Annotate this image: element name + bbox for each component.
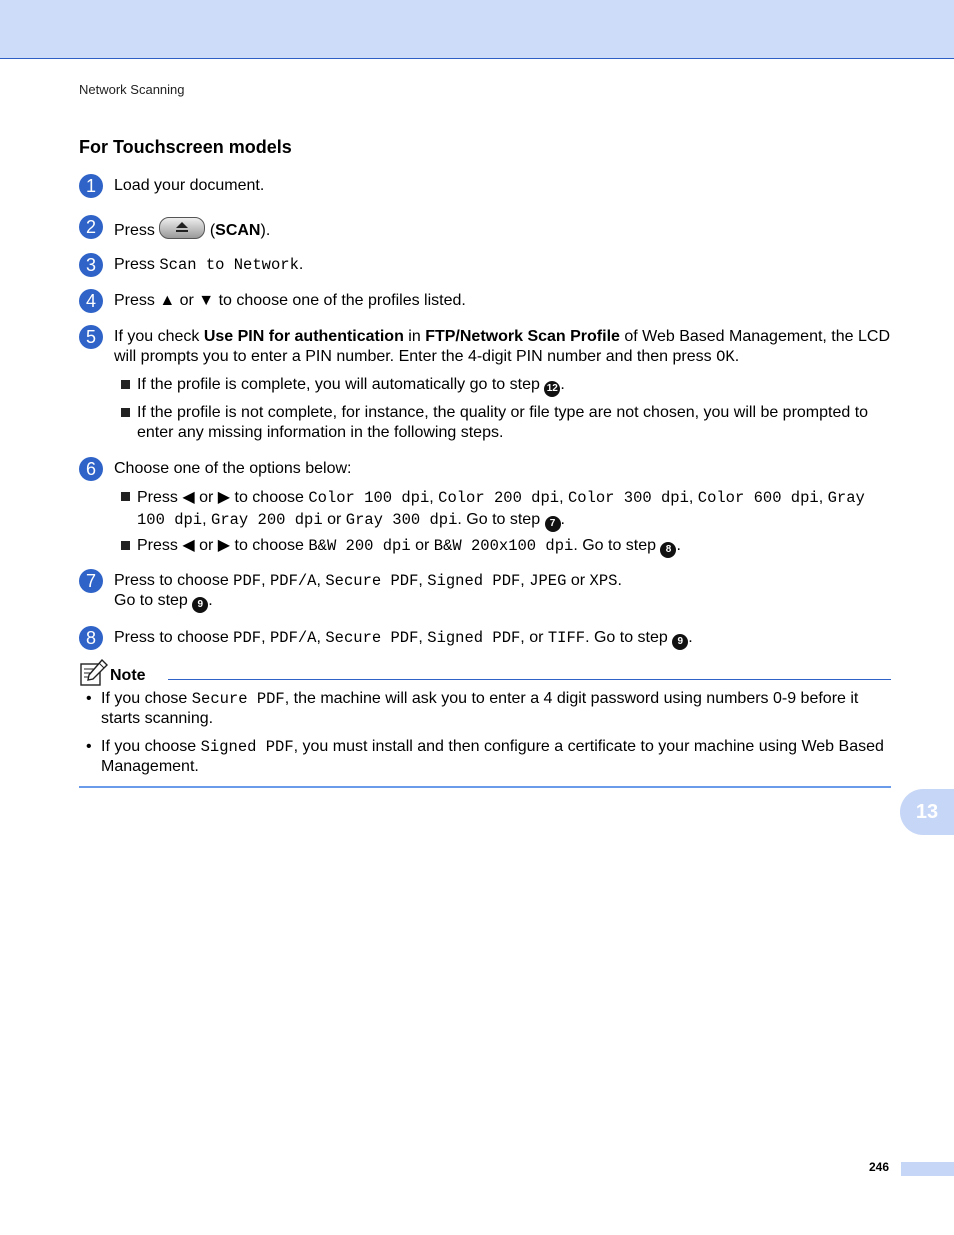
note-bottom-divider: [79, 786, 891, 788]
note-text: , you must install and then configure a certificate to your machine using Web Based Management.: [101, 738, 884, 775]
page-tab: [901, 1162, 954, 1176]
step-number: 7: [79, 569, 103, 593]
substep: [121, 487, 891, 532]
step-text: Press: [114, 256, 160, 273]
note-label: Note: [110, 667, 146, 684]
punct: .: [560, 376, 565, 393]
lcd-option: Gray 200 dpi: [211, 511, 323, 529]
lcd-option: B&W 200 dpi: [308, 537, 411, 555]
section-title: For Touchscreen models: [79, 137, 292, 157]
substep-text: . Go to step: [573, 537, 661, 554]
bullet-square: [121, 492, 130, 501]
chapter-tab: 13: [900, 789, 954, 835]
substep-text: Press ◀ or ▶ to choose: [137, 537, 309, 554]
paren: (: [209, 222, 216, 239]
note-pencil-icon: [80, 659, 108, 692]
lcd-option: Secure PDF: [191, 690, 285, 708]
punct: .: [734, 348, 740, 365]
lcd-option: PDF/A: [269, 572, 317, 590]
step-5: [79, 327, 891, 367]
scan-button-icon: [159, 217, 205, 239]
substep-text: or: [322, 511, 346, 528]
lcd-option: Color 100 dpi: [308, 489, 430, 507]
punct: ,: [418, 572, 428, 589]
step-number: 3: [79, 253, 103, 277]
punct: ,: [818, 489, 828, 506]
step-ref: 9: [672, 634, 688, 650]
substep: [121, 536, 891, 558]
note-text: If you chose: [101, 690, 192, 707]
step-3: [79, 255, 891, 275]
lcd-option: Secure PDF: [325, 572, 419, 590]
punct: ,: [418, 629, 428, 646]
punct: .: [208, 592, 213, 609]
substep-text: or: [410, 537, 434, 554]
step-text: If you check: [114, 328, 204, 345]
lcd-option: Color 600 dpi: [697, 489, 819, 507]
step-ref: 9: [192, 597, 208, 613]
step-text: Press ▲ or ▼ to choose one of the profiles listed.: [114, 292, 466, 309]
setting-name: Use PIN for authentication: [203, 328, 404, 345]
lcd-option: PDF: [233, 572, 262, 590]
bullet-square: [121, 380, 130, 389]
note-text: , the machine will ask you to enter a 4 digit password using numbers 0-9 before it starts scanning.: [101, 690, 859, 727]
punct: ,: [429, 489, 439, 506]
bullet: •: [86, 738, 92, 755]
punct: ,: [559, 489, 568, 506]
lcd-option: PDF: [233, 629, 262, 647]
lcd-option: JPEG: [529, 572, 567, 590]
step-number: 8: [79, 626, 103, 650]
substep: [121, 403, 891, 443]
lcd-option: Gray 100 dpi: [137, 489, 865, 529]
step-number: 6: [79, 457, 103, 481]
top-banner: [0, 0, 954, 59]
substep-text: Press ◀ or ▶ to choose: [137, 489, 309, 506]
punct: ,: [261, 572, 270, 589]
punct: .: [676, 537, 681, 554]
lcd-option: TIFF: [547, 629, 586, 647]
note-item: [86, 689, 891, 729]
step-ref: 12: [544, 381, 560, 397]
step-ref: 8: [660, 542, 676, 558]
step-text: . Go to step: [585, 629, 673, 646]
lcd-option: Color 200 dpi: [438, 489, 560, 507]
note-text: If you choose: [101, 738, 201, 755]
bullet-square: [121, 541, 130, 550]
punct: .: [617, 572, 622, 589]
lcd-option: OK: [716, 348, 735, 366]
step-text: or: [566, 572, 590, 589]
substep-text: . Go to step: [457, 511, 545, 528]
page-number: 246: [869, 1160, 890, 1174]
step-1: [79, 176, 891, 196]
running-header: Network Scanning: [79, 82, 185, 97]
punct: ,: [688, 489, 698, 506]
step-7: [79, 571, 891, 613]
punct: ,: [202, 511, 212, 528]
step-4: [79, 291, 891, 311]
step-text: Go to step: [114, 592, 193, 609]
step-ref: 7: [545, 516, 561, 532]
scan-label: SCAN: [215, 222, 261, 239]
profile-name: FTP/Network Scan Profile: [425, 328, 620, 345]
punct: ,: [316, 572, 326, 589]
step-number: 1: [79, 174, 103, 198]
step-text: Load your document.: [114, 177, 265, 194]
lcd-option: Signed PDF: [200, 738, 294, 756]
lcd-option: Scan to Network: [159, 256, 299, 274]
lcd-option: Color 300 dpi: [567, 489, 689, 507]
step-text: Press to choose: [114, 572, 234, 589]
punct: .: [560, 511, 565, 528]
punct: ,: [316, 629, 326, 646]
lcd-option: Secure PDF: [325, 629, 419, 647]
punct: ,: [261, 629, 270, 646]
step-text: of Web Based Management, the LCD will prompts you to enter a PIN number. Enter the 4-digit PIN number and then press: [114, 328, 890, 365]
lcd-option: B&W 200x100 dpi: [433, 537, 574, 555]
step-number: 2: [79, 215, 103, 239]
step-number: 5: [79, 325, 103, 349]
step-number: 4: [79, 289, 103, 313]
step-text: Choose one of the options below:: [114, 460, 352, 477]
step-8: [79, 628, 891, 650]
step-text: in: [403, 328, 426, 345]
note-divider: [168, 679, 891, 680]
punct: .: [298, 256, 304, 273]
step-text: Press: [114, 222, 155, 239]
substep: [121, 375, 891, 397]
lcd-option: Signed PDF: [427, 572, 521, 590]
punct: ,: [520, 572, 530, 589]
step-2: [79, 217, 891, 241]
lcd-option: Gray 300 dpi: [345, 511, 458, 529]
punct: .: [688, 629, 693, 646]
step-text: , or: [520, 629, 548, 646]
bullet: •: [86, 690, 92, 707]
bullet-square: [121, 408, 130, 417]
paren: ).: [260, 222, 271, 239]
substep-text: If the profile is complete, you will automatically go to step: [137, 376, 545, 393]
lcd-option: XPS: [589, 572, 618, 590]
lcd-option: Signed PDF: [427, 629, 521, 647]
substep-text: If the profile is not complete, for instance, the quality or file type are not chosen, you will be prompted to enter any missing information in the following steps.: [137, 404, 869, 441]
step-6: [79, 459, 891, 479]
lcd-option: PDF/A: [269, 629, 317, 647]
note-item: [86, 737, 891, 777]
step-text: Press to choose: [114, 629, 234, 646]
